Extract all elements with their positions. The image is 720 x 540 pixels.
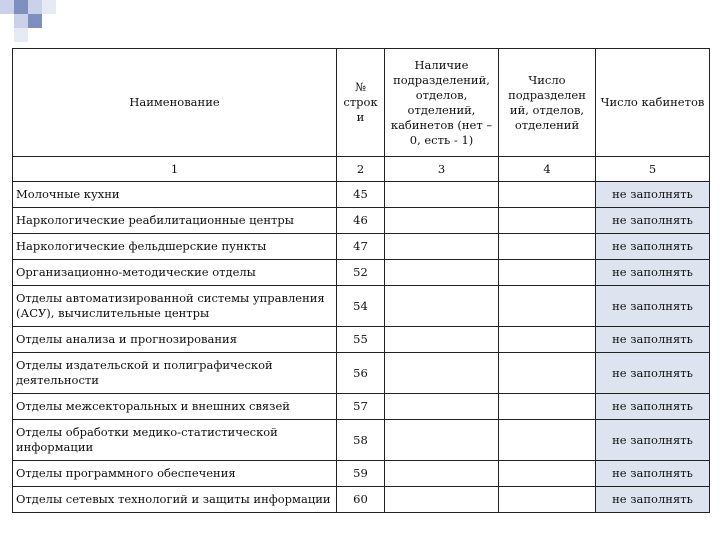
column-number: 4 [499, 157, 596, 182]
rooms-cell-disabled: не заполнять [596, 208, 710, 234]
presence-cell[interactable] [385, 182, 499, 208]
presence-cell[interactable] [385, 353, 499, 394]
row-name: Организационно-методические отделы [13, 260, 337, 286]
row-number: 58 [337, 420, 385, 461]
corner-decoration [0, 0, 60, 48]
table-row [13, 286, 710, 327]
table-row [13, 182, 710, 208]
column-numbers-row [13, 157, 710, 182]
presence-cell[interactable] [385, 260, 499, 286]
count-cell[interactable] [499, 208, 596, 234]
column-number: 3 [385, 157, 499, 182]
rooms-cell-disabled: не заполнять [596, 260, 710, 286]
presence-cell[interactable] [385, 208, 499, 234]
table-row [13, 420, 710, 461]
header-name: Наименование [13, 49, 337, 157]
count-cell[interactable] [499, 420, 596, 461]
header-count-units: Число подразделен ий, отделов, отделений [499, 49, 596, 157]
presence-cell[interactable] [385, 286, 499, 327]
row-name: Отделы сетевых технологий и защиты информации [13, 487, 337, 513]
rooms-cell-disabled: не заполнять [596, 420, 710, 461]
count-cell[interactable] [499, 461, 596, 487]
presence-cell[interactable] [385, 461, 499, 487]
row-name: Наркологические фельдшерские пункты [13, 234, 337, 260]
header-presence: Наличие подразделений, отделов, отделений, кабинетов (нет – 0, есть - 1) [385, 49, 499, 157]
rooms-cell-disabled: не заполнять [596, 353, 710, 394]
presence-cell[interactable] [385, 487, 499, 513]
presence-cell[interactable] [385, 420, 499, 461]
row-number: 56 [337, 353, 385, 394]
table-row [13, 353, 710, 394]
count-cell[interactable] [499, 286, 596, 327]
header-row [13, 49, 710, 157]
row-number: 59 [337, 461, 385, 487]
presence-cell[interactable] [385, 234, 499, 260]
row-number: 55 [337, 327, 385, 353]
row-name: Отделы программного обеспечения [13, 461, 337, 487]
header-count-rooms: Число кабинетов [596, 49, 710, 157]
row-number: 54 [337, 286, 385, 327]
rooms-cell-disabled: не заполнять [596, 286, 710, 327]
column-number: 1 [13, 157, 337, 182]
row-name: Отделы обработки медико-статистической информации [13, 420, 337, 461]
table-row [13, 487, 710, 513]
count-cell[interactable] [499, 260, 596, 286]
table-row [13, 394, 710, 420]
rooms-cell-disabled: не заполнять [596, 487, 710, 513]
count-cell[interactable] [499, 353, 596, 394]
count-cell[interactable] [499, 487, 596, 513]
row-name: Отделы автоматизированной системы управления (АСУ), вычислительные центры [13, 286, 337, 327]
rooms-cell-disabled: не заполнять [596, 182, 710, 208]
presence-cell[interactable] [385, 394, 499, 420]
column-number: 2 [337, 157, 385, 182]
table-row [13, 260, 710, 286]
count-cell[interactable] [499, 182, 596, 208]
row-number: 60 [337, 487, 385, 513]
rooms-cell-disabled: не заполнять [596, 461, 710, 487]
table-row [13, 208, 710, 234]
presence-cell[interactable] [385, 327, 499, 353]
row-number: 52 [337, 260, 385, 286]
rooms-cell-disabled: не заполнять [596, 234, 710, 260]
row-number: 57 [337, 394, 385, 420]
rooms-cell-disabled: не заполнять [596, 394, 710, 420]
table-row [13, 327, 710, 353]
header-row-number: № строк и [337, 49, 385, 157]
row-number: 46 [337, 208, 385, 234]
count-cell[interactable] [499, 327, 596, 353]
row-name: Молочные кухни [13, 182, 337, 208]
table-row [13, 234, 710, 260]
column-number: 5 [596, 157, 710, 182]
row-number: 47 [337, 234, 385, 260]
report-table [12, 48, 710, 513]
count-cell[interactable] [499, 234, 596, 260]
row-number: 45 [337, 182, 385, 208]
table-row [13, 461, 710, 487]
rooms-cell-disabled: не заполнять [596, 327, 710, 353]
row-name: Отделы анализа и прогнозирования [13, 327, 337, 353]
row-name: Отделы издательской и полиграфической деятельности [13, 353, 337, 394]
row-name: Отделы межсекторальных и внешних связей [13, 394, 337, 420]
count-cell[interactable] [499, 394, 596, 420]
row-name: Наркологические реабилитационные центры [13, 208, 337, 234]
